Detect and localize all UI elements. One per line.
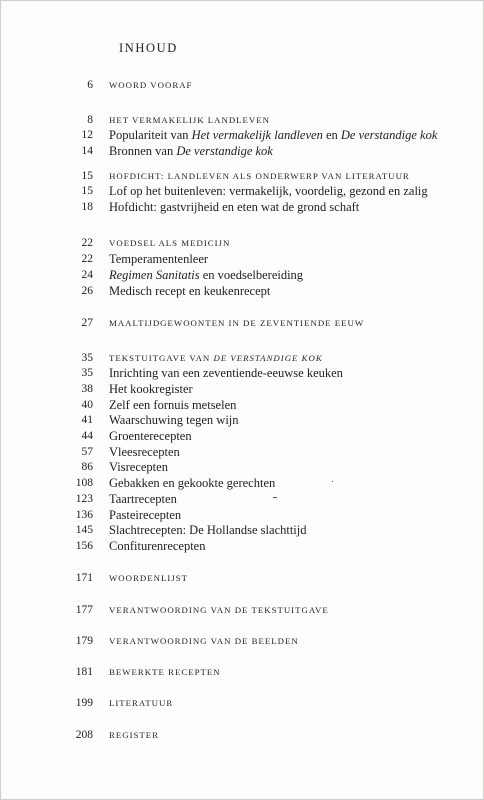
- title-text: VERANTWOORDING VAN DE TEKSTUITGAVE: [109, 605, 329, 615]
- page-number: 18: [81, 201, 93, 213]
- entry-title: [109, 491, 177, 507]
- title-text: Pasteirecepten: [109, 508, 182, 522]
- entry-title: [109, 397, 236, 413]
- toc-section-entry: [1, 112, 484, 128]
- entry-title: [109, 143, 273, 159]
- entry-title: [109, 183, 428, 199]
- title-text: WOORDENLIJST: [109, 573, 188, 583]
- page-number: 171: [75, 572, 93, 584]
- print-speck: [273, 497, 277, 498]
- entry-title: [109, 522, 307, 538]
- title-text: Confiturenrecepten: [109, 539, 206, 553]
- page-number: 181: [75, 666, 93, 678]
- title-text: Groenterecepten: [109, 429, 192, 443]
- entry-title: [109, 365, 343, 381]
- toc-entry: [1, 522, 484, 538]
- title-text: VERANTWOORDING VAN DE BEELDEN: [109, 636, 299, 646]
- entry-title: [109, 267, 303, 283]
- toc-entry: [1, 459, 484, 475]
- entry-title: [109, 475, 275, 491]
- entry-title: [109, 381, 193, 397]
- title-text: Bronnen van: [109, 144, 177, 158]
- entry-title: [109, 315, 364, 331]
- title-text: MAALTIJDGEWOONTEN IN DE ZEVENTIENDE EEUW: [109, 318, 365, 328]
- toc-section-entry: [1, 664, 484, 680]
- title-text: HOFDICHT: LANDLEVEN ALS ONDERWERP VAN LITERATUUR: [109, 171, 410, 181]
- toc-entry: [1, 491, 484, 507]
- toc-entry: [1, 412, 484, 428]
- entry-title: [109, 251, 208, 267]
- entry-title: [109, 664, 221, 680]
- toc-section-entry: [1, 570, 484, 586]
- entry-title: [109, 350, 323, 366]
- title-text: Het kookregister: [109, 382, 193, 396]
- page-number: 177: [75, 604, 93, 616]
- page-number: 179: [75, 635, 93, 647]
- page-number: 44: [81, 430, 93, 442]
- page-number: 35: [81, 352, 93, 364]
- toc-section-entry: [1, 168, 484, 184]
- page-number: 156: [75, 540, 93, 552]
- title-text: Waarschuwing tegen wijn: [109, 413, 239, 427]
- entry-title: [109, 112, 270, 128]
- title-text: Medisch recept en keukenrecept: [109, 284, 271, 298]
- page-number: 27: [81, 317, 93, 329]
- toc-entry: [1, 444, 484, 460]
- title-text: REGISTER: [109, 730, 160, 740]
- title-text: Hofdicht: gastvrijheid en eten wat de grond schaft: [109, 200, 360, 214]
- page-number: 57: [81, 446, 93, 458]
- page-number: 6: [87, 79, 93, 91]
- title-text: Taartrecepten: [109, 492, 177, 506]
- toc-entry: [1, 428, 484, 444]
- entry-title: [109, 538, 205, 554]
- toc-section-entry: [1, 602, 484, 618]
- title-text: VOEDSEL ALS MEDICIJN: [109, 238, 231, 248]
- italic-title: Regimen Sanitatis: [109, 268, 200, 282]
- page-number: 22: [81, 253, 93, 265]
- page-number: 8: [87, 114, 93, 126]
- entry-title: [109, 695, 173, 711]
- title-text: TEKSTUITGAVE VAN: [109, 353, 214, 363]
- page-number: 26: [81, 285, 93, 297]
- title-text: LITERATUUR: [109, 698, 174, 708]
- toc-entry: [1, 381, 484, 397]
- page-number: 15: [81, 170, 93, 182]
- toc-entry: [1, 475, 484, 491]
- title-text: Gebakken en gekookte gerechten: [109, 476, 276, 490]
- page-number: 123: [75, 493, 93, 505]
- entry-title: [109, 235, 230, 251]
- toc-entry: [1, 397, 484, 413]
- page-number: 86: [81, 461, 93, 473]
- title-text: BEWERKTE RECEPTEN: [109, 667, 221, 677]
- toc-section-entry: [1, 235, 484, 251]
- entry-title: [109, 412, 239, 428]
- page-number: 40: [81, 399, 93, 411]
- toc-entry: [1, 183, 484, 199]
- title-text: WOORD VOORAF: [109, 80, 193, 90]
- entry-title: [109, 459, 168, 475]
- toc-section-entry: [1, 77, 484, 93]
- page-number: 136: [75, 509, 93, 521]
- page-number: 41: [81, 414, 93, 426]
- toc-entry: [1, 199, 484, 215]
- page-number: 35: [81, 367, 93, 379]
- page-number: 145: [75, 524, 93, 536]
- entry-title: [109, 283, 270, 299]
- page-number: 24: [81, 269, 93, 281]
- toc-entry: [1, 507, 484, 523]
- title-text: HET VERMAKELIJK LANDLEVEN: [109, 115, 271, 125]
- toc-entry: [1, 267, 484, 283]
- title-text: Temperamentenleer: [109, 252, 209, 266]
- title-text: Inrichting van een zeventiende-eeuwse keuken: [109, 366, 343, 380]
- title-text: Lof op het buitenleven: vermakelijk, voordelig, gezond en zalig: [109, 184, 428, 198]
- toc-entry: [1, 538, 484, 554]
- entry-title: [109, 444, 180, 460]
- page-number: 15: [81, 185, 93, 197]
- entry-title: [109, 633, 299, 649]
- entry-title: [109, 507, 181, 523]
- entry-title: [109, 727, 159, 743]
- toc-section-entry: [1, 727, 484, 743]
- title-text: en: [322, 128, 341, 142]
- italic-title: Het vermakelijk landleven: [191, 128, 323, 142]
- entry-title: [109, 428, 192, 444]
- title-text: Visrecepten: [109, 460, 168, 474]
- title-text: Vleesrecepten: [109, 445, 180, 459]
- toc-entry: [1, 283, 484, 299]
- entry-title: [109, 168, 410, 184]
- title-text: Populariteit van: [109, 128, 192, 142]
- page-number: 199: [75, 697, 93, 709]
- toc-section-entry: [1, 315, 484, 331]
- italic-title: DE VERSTANDIGE KOK: [213, 353, 323, 363]
- italic-title: De verstandige kok: [176, 144, 273, 158]
- toc-entry: [1, 143, 484, 159]
- entry-title: [109, 127, 437, 143]
- page-number: 22: [81, 237, 93, 249]
- italic-title: De verstandige kok: [340, 128, 438, 142]
- toc-section-entry: [1, 633, 484, 649]
- page-number: 14: [81, 145, 93, 157]
- title-text: Zelf een fornuis metselen: [109, 398, 237, 412]
- toc-entry: [1, 365, 484, 381]
- toc-entry: [1, 251, 484, 267]
- entry-title: [109, 77, 192, 93]
- page-number: 12: [81, 129, 93, 141]
- toc-section-entry: [1, 695, 484, 711]
- title-text: Slachtrecepten: De Hollandse slachttijd: [109, 523, 307, 537]
- entry-title: [109, 602, 329, 618]
- page-number: 38: [81, 383, 93, 395]
- page-number: 208: [75, 729, 93, 741]
- toc-section-entry: [1, 350, 484, 366]
- toc-entry: [1, 127, 484, 143]
- toc-heading: INHOUD: [119, 41, 178, 55]
- print-speck: [332, 481, 333, 482]
- page-number: 108: [75, 477, 93, 489]
- entry-title: [109, 199, 359, 215]
- title-text: en voedselbereiding: [199, 268, 304, 282]
- entry-title: [109, 570, 188, 586]
